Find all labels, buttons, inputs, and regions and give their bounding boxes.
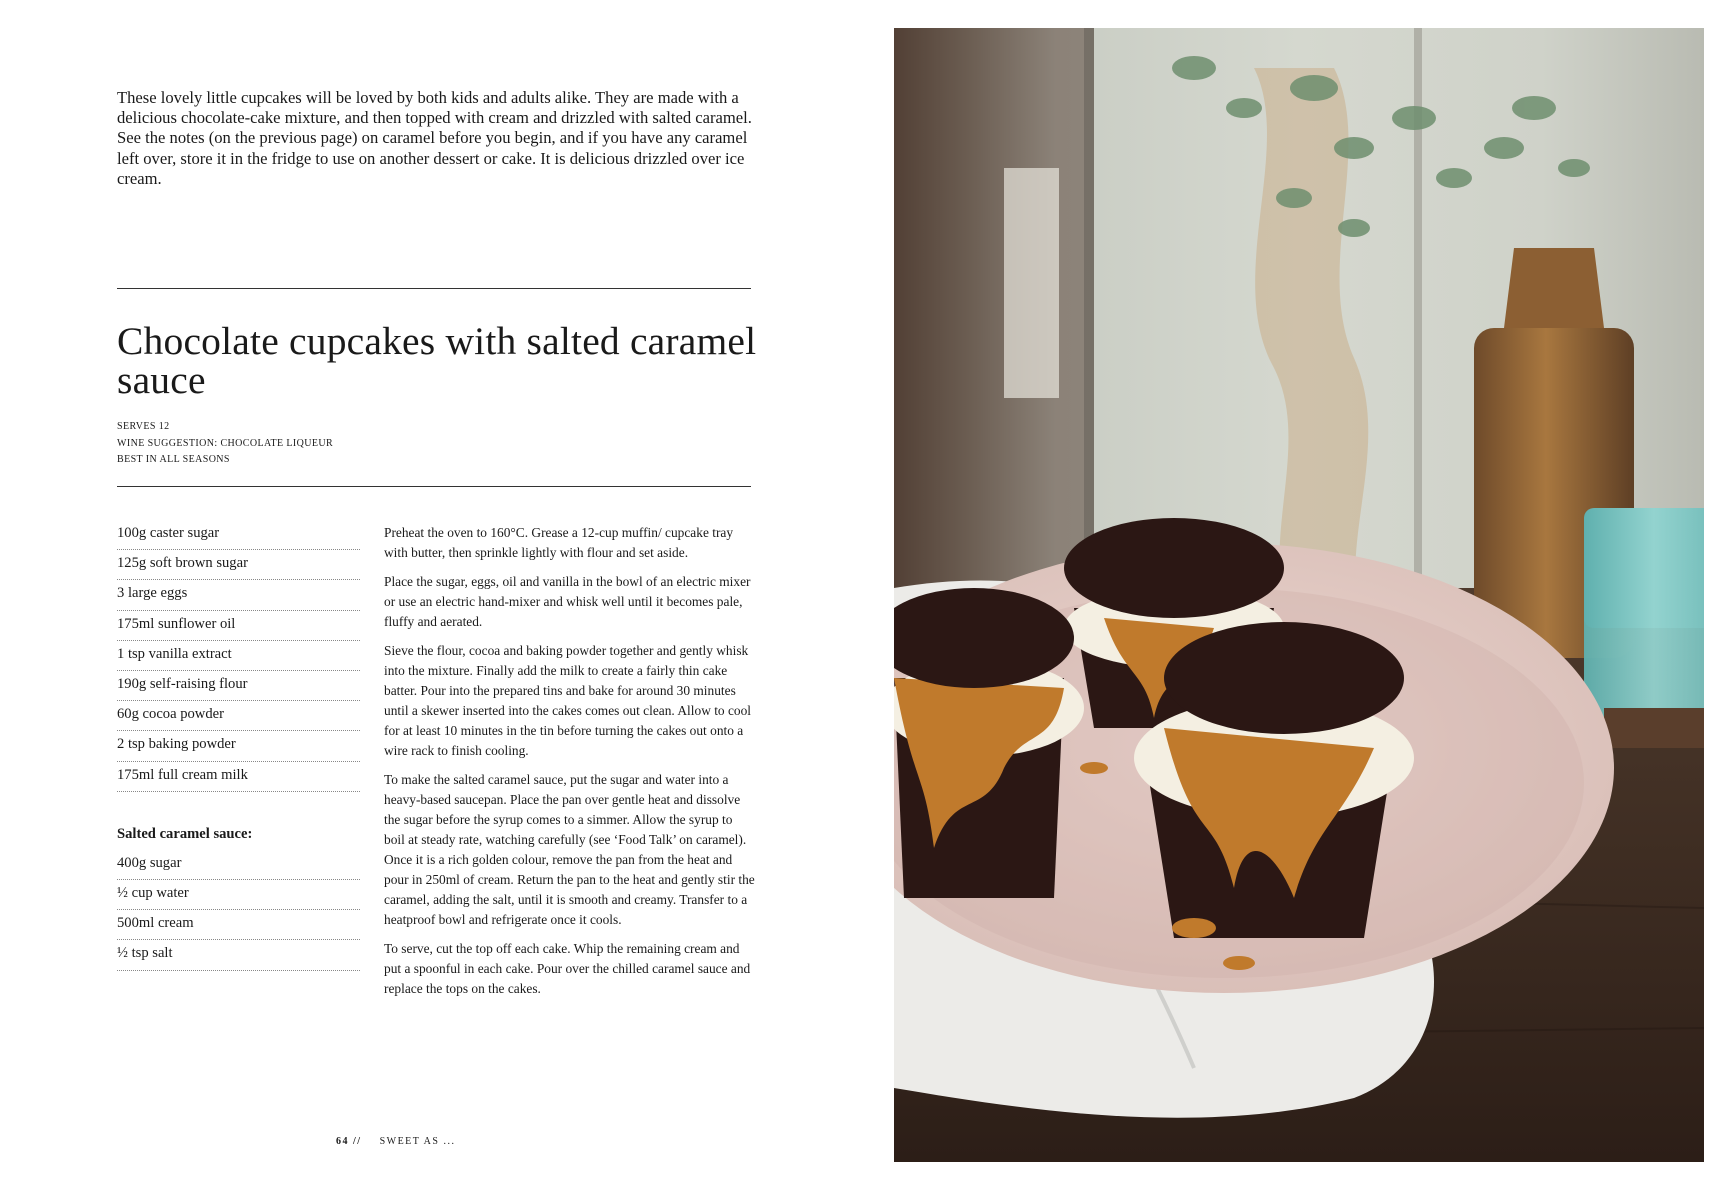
wine-suggestion: WINE SUGGESTION: CHOCOLATE LIQUEUR — [117, 437, 334, 449]
method-step: To serve, cut the top off each cake. Whip the remaining cream and put a spoonful in each cake. Pour over the chilled caramel sauce and replace the tops on the cakes. — [384, 941, 751, 996]
chocolate-cupcakes-photo — [894, 28, 1704, 1162]
sauce-ingredient-item: ½ cup water — [117, 880, 360, 910]
method-step: To make the salted caramel sauce, put the sugar and water into a heavy-based saucepan. Place the pan over gentle heat and dissolve the sugar before the syrup comes to a simmer. Allow the syrup to boil at steady rate, watching carefully (see ‘Food Talk’ on caramel). Once it is a rich golden colour, remove the pan from the heat and pour in 250ml of cream. Return the pan to the heat and gently stir the caramel, adding the salt, until it is smooth and creamy. Transfer to a heatproof bowl and refrigerate once it cools. — [384, 772, 755, 927]
bottom-divider — [117, 486, 751, 487]
method-step: Preheat the oven to 160°C. Grease a 12-cup muffin/ cupcake tray with butter, then sprinkle lightly with flour and set aside. — [384, 525, 734, 560]
bottle-neck — [1504, 248, 1604, 328]
ingredient-item: 175ml full cream milk — [117, 762, 360, 792]
method-step: Sieve the flour, cocoa and baking powder together and gently whisk into the mixture. Finally add the milk to create a fairly thin cake batter. Pour into the prepared tins and bake for around 30 minutes until a skewer inserted into the cakes comes out clean. Allow to cool for at least 10 minutes in the tin before turning the cakes out onto a wire rack to finish cooling. — [384, 643, 752, 758]
caramel-drop — [1172, 918, 1216, 938]
ingredient-item: 2 tsp baking powder — [117, 731, 360, 761]
ingredient-item: 1 tsp vanilla extract — [117, 641, 360, 671]
ingredient-item: 175ml sunflower oil — [117, 611, 360, 641]
sauce-ingredient-item: 500ml cream — [117, 910, 360, 940]
ingredients-list — [117, 520, 360, 971]
sauce-heading: Salted caramel sauce: — [117, 825, 253, 842]
top-divider — [117, 288, 751, 289]
section-name: SWEET AS ... — [379, 1136, 456, 1147]
season-label: BEST IN ALL SEASONS — [117, 454, 230, 465]
ingredient-item: 190g self-raising flour — [117, 671, 360, 701]
sauce-ingredient-item: 400g sugar — [117, 850, 360, 880]
ingredient-item: 100g caster sugar — [117, 520, 360, 550]
page-footer — [336, 1136, 455, 1147]
serves-label: SERVES 12 — [117, 421, 170, 432]
cup-base — [1604, 708, 1704, 748]
cupcake — [894, 588, 1084, 898]
method-step: Place the sugar, eggs, oil and vanilla in the bowl of an electric mixer or use an electric hand-mixer and whisk well until it becomes pale, fluffy and aerated. — [384, 574, 751, 629]
caramel-drop — [1223, 956, 1255, 970]
recipe-meta — [117, 419, 333, 469]
wall-peel-white — [1004, 168, 1059, 398]
caramel-drop — [1080, 762, 1108, 774]
sauce-ingredient-item: ½ tsp salt — [117, 940, 360, 970]
ingredient-item: 3 large eggs — [117, 580, 360, 610]
intro-paragraph: These lovely little cupcakes will be loved by both kids and adults alike. They are made with a delicious chocolate-cake mixture, and then topped with cream and drizzled with salted caramel. See the notes (on the previous page) on caramel before you begin, and if you have any caramel left over, store it in the fridge to use on another dessert or cake. It is delicious drizzled over ice cream. — [117, 88, 752, 188]
method-steps — [384, 523, 756, 1008]
recipe-title: Chocolate cupcakes with salted caramel sauce — [117, 319, 757, 402]
ingredient-item: 125g soft brown sugar — [117, 550, 360, 580]
ingredient-item: 60g cocoa powder — [117, 701, 360, 731]
page-number: 64 // — [336, 1136, 362, 1147]
